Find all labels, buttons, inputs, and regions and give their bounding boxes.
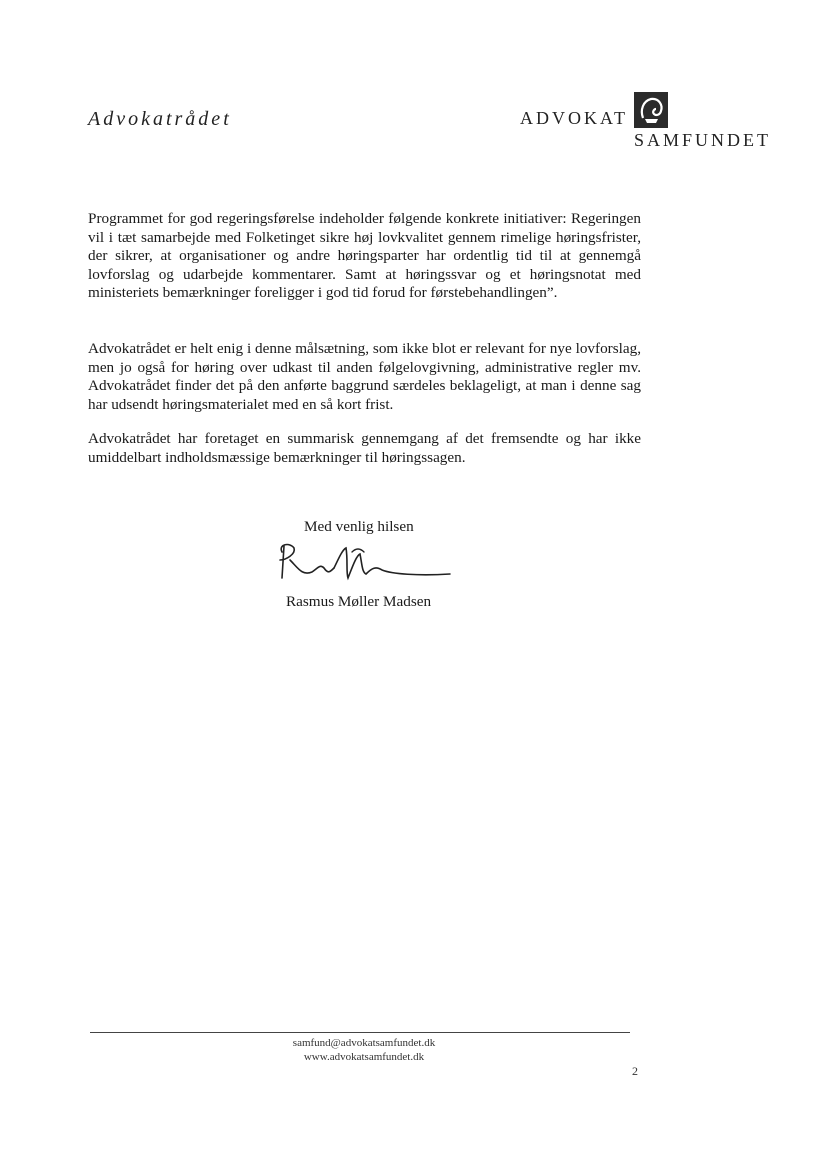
footer-email: samfund@advokatsamfundet.dk: [292, 1037, 436, 1049]
advokatsamfundet-logo: [520, 90, 780, 150]
body-paragraph: Programmet for god regeringsførelse indeholder følgende konkrete initiativer: Regeringen vil i tæt samarbejde med Folketinget sikre høj lovkvalitet gennem rimelige høringsfrister, der sikrer, at organisationer og andre høringsparter har ordentlig tid til at gennemgå lovforslag og udarbejde kommentarer. Samt at høringssvar og et høringsnotat med ministeriets bemærkninger foreligger i god tid forud for førstebehandlingen”.: [88, 210, 641, 302]
org-name: Advokatrådet: [88, 108, 232, 130]
footer-website: www.advokatsamfundet.dk: [303, 1051, 425, 1063]
closing-greeting: Med venlig hilsen: [304, 518, 414, 535]
footer-divider: [90, 1032, 630, 1033]
body-paragraph: Advokatrådet har foretaget en summarisk gennemgang af det fremsendte og har ikke umiddelbart indholdsmæssige bemærkninger til høringssagen.: [88, 430, 641, 466]
page-number: 2: [632, 1064, 638, 1078]
handwritten-signature: [268, 538, 458, 590]
logo-line2: SAMFUNDET: [634, 130, 772, 150]
body-paragraph: Advokatrådet er helt enig i denne målsætning, som ikke blot er relevant for nye lovforslag, men jo også for høring over udkast til anden følgelovgivning, administrative regler mv. Advokatrådet finder det på den anførte baggrund særdeles beklageligt, at man i denne sag har udsendt høringsmaterialet med en så kort frist.: [88, 340, 641, 413]
signer-name: Rasmus Møller Madsen: [286, 593, 432, 610]
logo-line1: ADVOKAT: [520, 108, 628, 128]
helmet-logo-icon: [634, 92, 668, 128]
